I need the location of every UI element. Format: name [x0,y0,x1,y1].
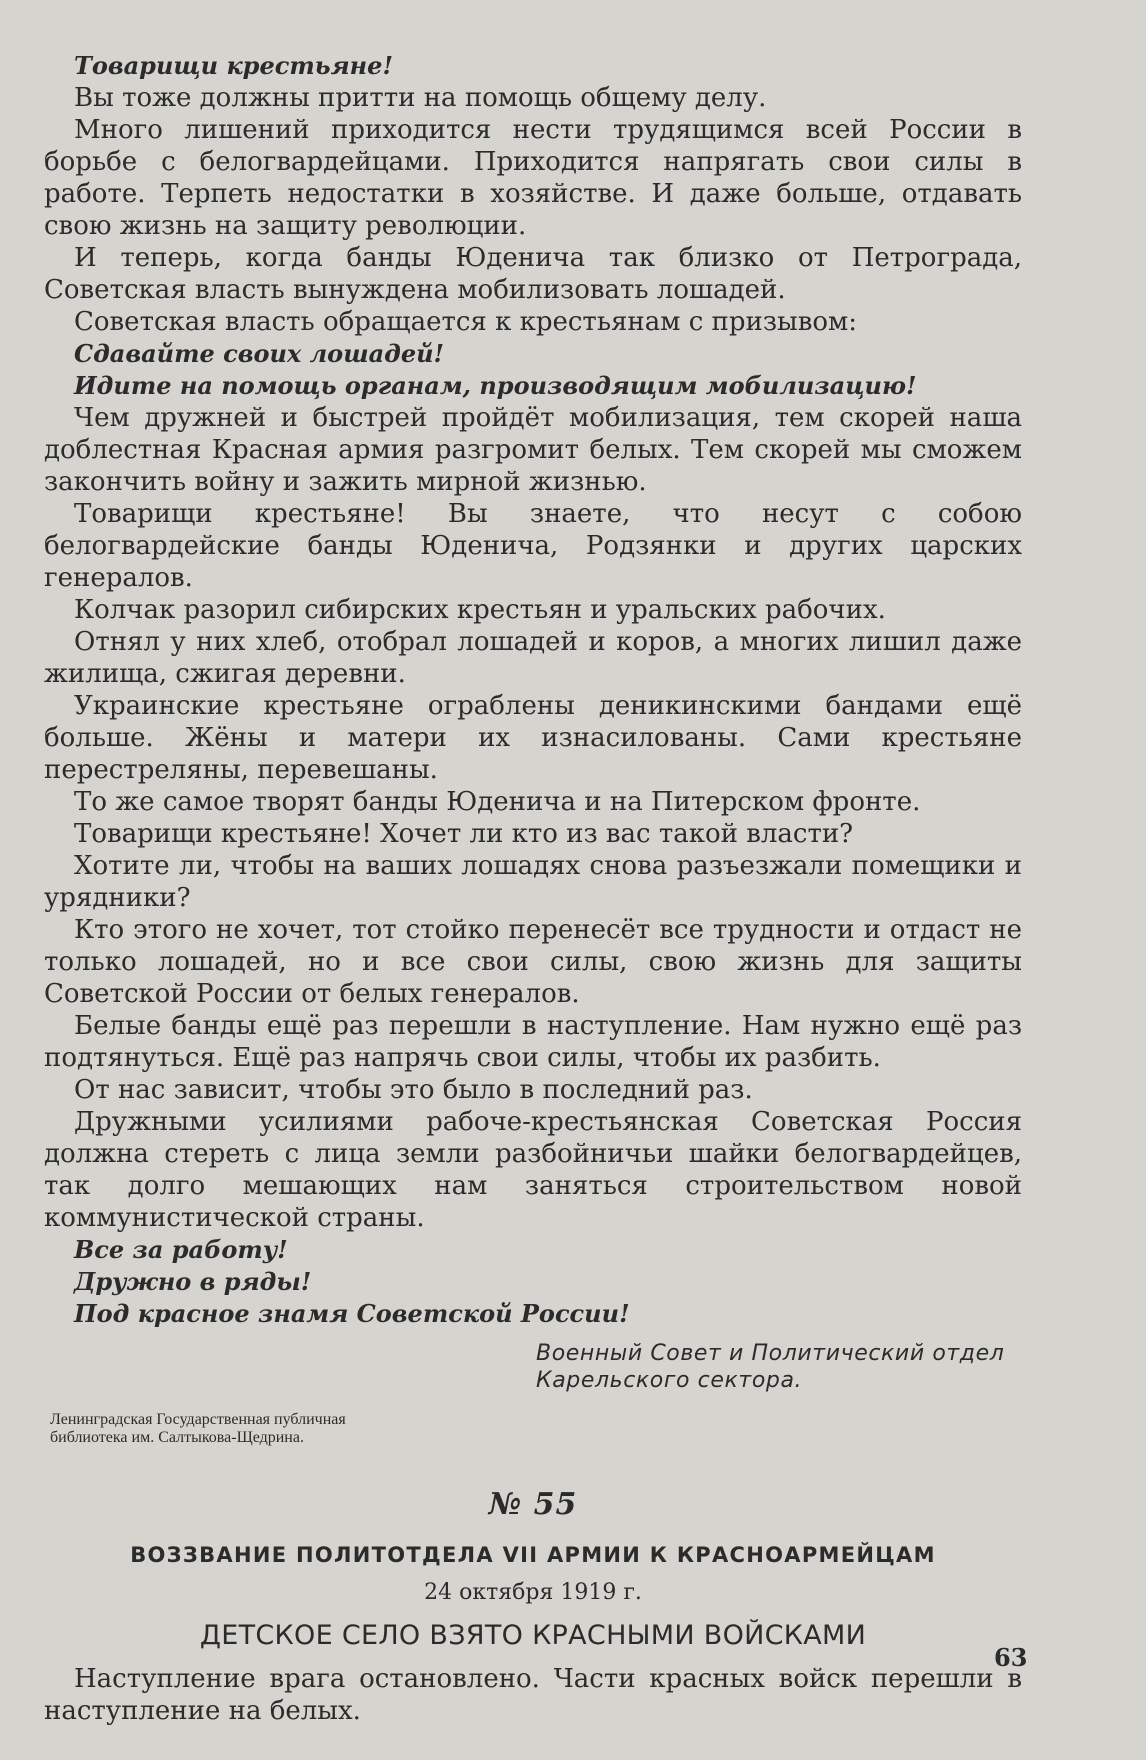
slogan-help: Идите на помощь органам, производящим мобилизацию! [74,371,917,400]
source-line-2: библиотека им. Салтыкова-Щедрина. [50,1429,304,1446]
page-number: 63 [994,1643,1028,1672]
slogan-ranks: Дружно в ряды! [74,1267,312,1296]
signature-line-1: Военный Совет и Политический отдел [536,1341,1005,1366]
paragraph-6: Товарищи крестьяне! Вы знаете, что несут с собою белогвардейские банды Юденича, Родзянки и других царских генералов. [44,499,1022,593]
paragraph-4: Советская власть обращается к крестьянам с призывом: [74,307,857,337]
signature-line-2: Карельского сектора. [536,1368,803,1393]
slogan-banner: Под красное знамя Советской России! [74,1299,630,1328]
slogan-horses: Сдавайте своих лошадей! [74,339,445,368]
address-line: Товарищи крестьяне! [74,51,393,80]
source-note [50,1411,1022,1447]
document-heading: ВОЗЗВАНИЕ ПОЛИТОТДЕЛА VII АРМИИ К КРАСНОАРМЕЙЦАМ [130,1543,936,1567]
paragraph-8: Отнял у них хлеб, отобрал лошадей и коров, а многих лишил даже жилища, сжигая деревни. [44,627,1022,689]
paragraph-15: От нас зависит, чтобы это было в последний раз. [74,1075,753,1105]
source-line-1: Ленинградская Государственная публичная [50,1411,346,1428]
paragraph-1: Вы тоже должны притти на помощь общему делу. [74,83,767,113]
paragraph-11: Товарищи крестьяне! Хочет ли кто из вас такой власти? [74,819,854,849]
document-text: Наступление врага остановлено. Части красных войск перешли в наступление на белых. [44,1664,1022,1726]
paragraph-16: Дружными усилиями рабоче-крестьянская Советская Россия должна стереть с лица земли разбойничьи шайки белогвардейцев, так долго мешающих нам заняться строительством новой коммунистической страны. [44,1107,1022,1233]
paragraph-5: Чем дружней и быстрей пройдёт мобилизация, тем скорей наша доблестная Красная армия разгромит белых. Тем скорей мы сможем закончить войну и зажить мирной жизнью. [44,403,1022,497]
document-date: 24 октября 1919 г. [424,1580,642,1605]
document-subheading: ДЕТСКОЕ СЕЛО ВЗЯТО КРАСНЫМИ ВОЙСКАМИ [199,1620,867,1651]
paragraph-14: Белые банды ещё раз перешли в наступление. Нам нужно ещё раз подтянуться. Ещё раз напрячь свои силы, чтобы их разбить. [44,1011,1022,1073]
paragraph-13: Кто этого не хочет, тот стойко перенесёт все трудности и отдаст не только лошадей, но и все свои силы, свою жизнь для защиты Советской России от белых генералов. [44,915,1022,1009]
paragraph-2: Много лишений приходится нести трудящимся всей России в борьбе с белогвардейцами. Приходится напрягать свои силы в работе. Терпеть недостатки в хозяйстве. И даже больше, отдавать свою жизнь на защиту революции. [44,115,1022,241]
paragraph-9: Украинские крестьяне ограблены деникинскими бандами ещё больше. Жёны и матери их изнасилованы. Сами крестьяне перестреляны, перевешаны. [44,691,1022,785]
paragraph-12: Хотите ли, чтобы на ваших лошадях снова разъезжали помещики и урядники? [44,851,1022,913]
paragraph-7: Колчак разорил сибирских крестьян и уральских рабочих. [74,595,886,625]
paragraph-3: И теперь, когда банды Юденича так близко от Петрограда, Советская власть вынуждена мобилизовать лошадей. [44,243,1022,305]
paragraph-10: То же самое творят банды Юденича и на Питерском фронте. [74,787,921,817]
document-number: № 55 [488,1487,578,1522]
slogan-work: Все за работу! [74,1235,288,1264]
signature [536,1340,1022,1394]
